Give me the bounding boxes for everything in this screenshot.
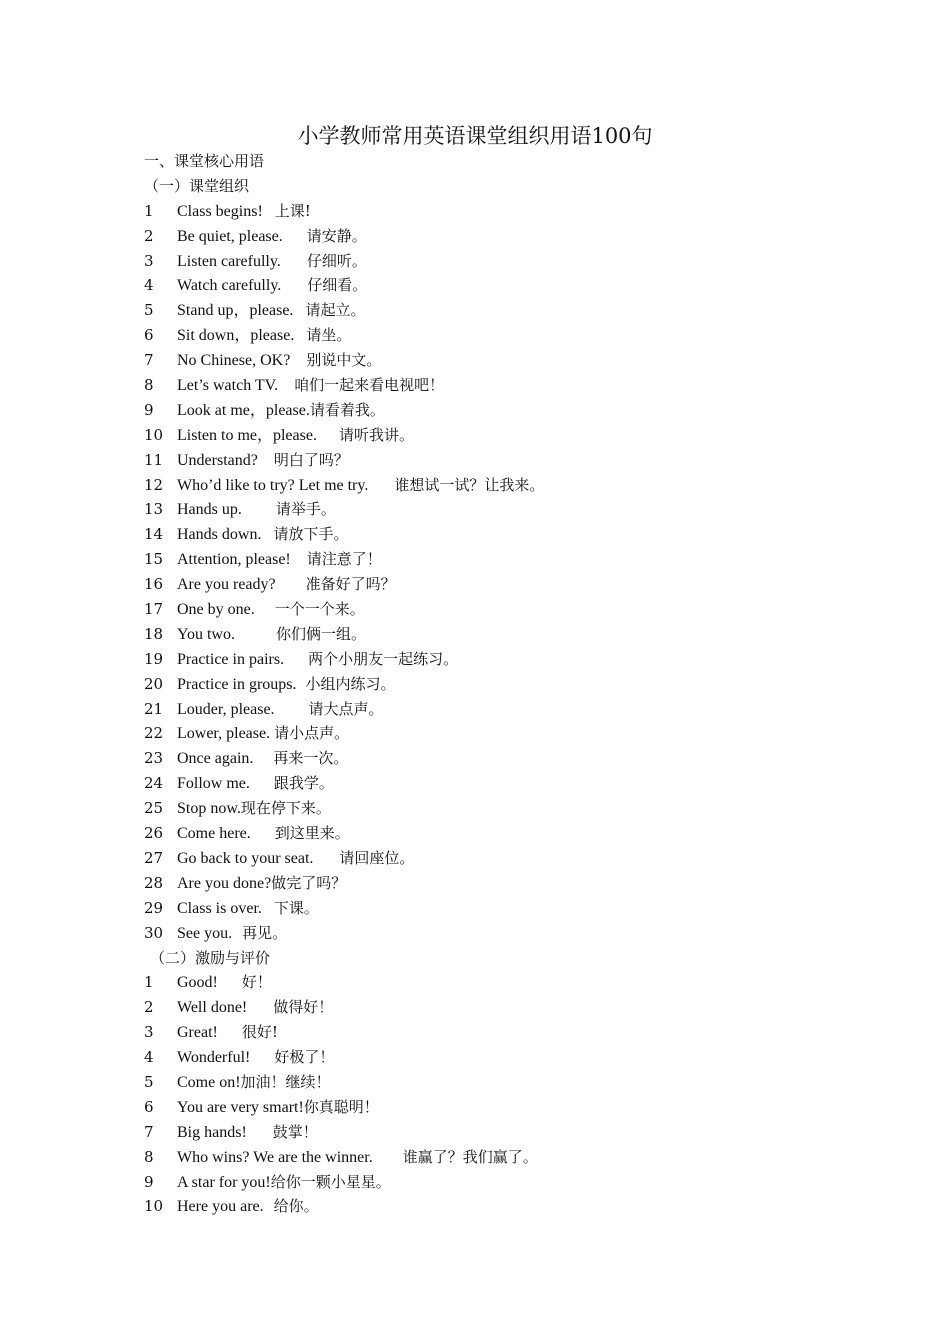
chinese-translation: 给你一颗小星星。: [270, 1172, 391, 1191]
english-phrase: Hands up.: [177, 501, 242, 519]
phrase-row: [144, 199, 864, 224]
subsection-heading-classroom-organization: （一）课堂组织: [144, 176, 250, 195]
chinese-translation: 准备好了吗？: [305, 575, 396, 594]
chinese-translation: 下课。: [273, 898, 319, 917]
phrase-row: [144, 1045, 864, 1070]
english-phrase: Be quiet, please.: [177, 227, 283, 245]
phrase-row: [144, 224, 864, 249]
phrase-row: [144, 821, 864, 846]
phrase-number: 9: [144, 400, 154, 419]
chinese-translation: 好！: [241, 973, 272, 992]
chinese-translation: 到这里来。: [274, 824, 350, 843]
english-phrase: Who’d like to try? Let me try.: [177, 476, 369, 494]
phrase-number: 20: [144, 674, 164, 693]
phrase-number: 22: [144, 724, 164, 743]
document-title: 小学教师常用英语课堂组织用语100句: [297, 124, 653, 148]
phrase-number: 4: [144, 1048, 154, 1067]
phrase-row: [144, 497, 864, 522]
chinese-translation: 你真聪明！: [303, 1097, 379, 1116]
english-phrase: Class begins!: [177, 202, 263, 220]
english-phrase: No Chinese, OK?: [177, 352, 291, 370]
phrase-number: 23: [144, 749, 164, 768]
phrase-number: 10: [144, 1197, 164, 1216]
phrase-number: 1: [144, 201, 154, 220]
phrase-row: [144, 572, 864, 597]
phrase-row: [144, 1020, 864, 1045]
phrase-row: [144, 672, 864, 697]
phrase-row: [144, 846, 864, 871]
phrase-row: [144, 323, 864, 348]
english-phrase: Are you ready?: [177, 576, 276, 594]
english-phrase: Let’s watch TV.: [177, 377, 279, 395]
chinese-translation: 你们俩一组。: [275, 624, 366, 643]
phrase-row: [144, 1194, 864, 1219]
phrase-number: 15: [144, 550, 164, 569]
english-phrase: Listen to me，please.: [177, 426, 317, 444]
phrase-row: [144, 796, 864, 821]
phrase-list-encouragement: [144, 970, 864, 1219]
chinese-translation: 请起立。: [305, 301, 366, 320]
chinese-translation: 谁赢了？我们赢了。: [402, 1147, 538, 1166]
phrase-number: 7: [144, 1122, 154, 1141]
phrase-row: [144, 1095, 864, 1120]
phrase-row: [144, 522, 864, 547]
english-phrase: Big hands!: [177, 1123, 247, 1141]
phrase-row: [144, 896, 864, 921]
phrase-row: [144, 995, 864, 1020]
chinese-translation: 好极了！: [274, 1048, 335, 1067]
chinese-translation: 加油！继续！: [240, 1072, 331, 1091]
phrase-number: 21: [144, 699, 164, 718]
chinese-translation: 仔细看。: [307, 276, 368, 295]
chinese-translation: 请回座位。: [339, 848, 415, 867]
phrase-number: 30: [144, 923, 164, 942]
phrase-number: 9: [144, 1172, 154, 1191]
english-phrase: Understand?: [177, 451, 258, 469]
section-heading: 一、课堂核心用语: [144, 152, 265, 170]
phrase-number: 16: [144, 575, 164, 594]
english-phrase: Attention, please!: [177, 551, 291, 569]
phrase-number: 18: [144, 624, 164, 643]
phrase-row: [144, 871, 864, 896]
subsection-heading-encouragement: （二）激励与评价: [150, 948, 271, 967]
english-phrase: Lower, please.: [177, 725, 271, 743]
english-phrase: You two.: [177, 625, 235, 643]
chinese-translation: 请举手。: [275, 500, 336, 519]
chinese-translation: 咱们一起来看电视吧！: [294, 376, 445, 395]
english-phrase: Louder, please.: [177, 700, 275, 718]
phrase-row: [144, 647, 864, 672]
phrase-row: [144, 697, 864, 722]
phrase-number: 4: [144, 276, 154, 295]
phrase-number: 8: [144, 376, 154, 395]
phrase-number: 2: [144, 998, 154, 1017]
english-phrase: Here you are.: [177, 1198, 264, 1216]
phrase-row: [144, 1070, 864, 1095]
chinese-translation: 给你。: [273, 1197, 319, 1216]
phrase-number: 3: [144, 1023, 154, 1042]
phrase-number: 8: [144, 1147, 154, 1166]
english-phrase: Great!: [177, 1024, 218, 1042]
chinese-translation: 现在停下来。: [240, 799, 331, 818]
phrase-number: 3: [144, 251, 154, 270]
phrase-number: 2: [144, 226, 154, 245]
phrase-row: [144, 746, 864, 771]
phrase-number: 5: [144, 301, 154, 320]
phrase-number: 29: [144, 898, 164, 917]
chinese-translation: 再见。: [242, 923, 288, 942]
english-phrase: You are very smart!: [177, 1098, 304, 1116]
chinese-translation: 仔细听。: [306, 251, 367, 270]
phrase-number: 28: [144, 873, 164, 892]
chinese-translation: 请大点声。: [308, 699, 384, 718]
phrase-row: [144, 547, 864, 572]
english-phrase: Good!: [177, 974, 218, 992]
phrase-number: 24: [144, 774, 164, 793]
phrase-number: 1: [144, 973, 154, 992]
english-phrase: Look at me，please.: [177, 401, 310, 419]
phrase-number: 14: [144, 525, 164, 544]
phrase-row: [144, 423, 864, 448]
chinese-translation: 明白了吗？: [273, 450, 349, 469]
english-phrase: Class is over.: [177, 899, 262, 917]
english-phrase: Watch carefully.: [177, 277, 282, 295]
english-phrase: A star for you!: [177, 1173, 271, 1191]
chinese-translation: 一个一个来。: [274, 600, 365, 619]
english-phrase: Come here.: [177, 825, 251, 843]
phrase-row: [144, 398, 864, 423]
phrase-number: 27: [144, 848, 164, 867]
chinese-translation: 跟我学。: [273, 774, 334, 793]
document-body: [144, 149, 864, 1219]
chinese-translation: 别说中文。: [306, 351, 382, 370]
phrase-number: 19: [144, 649, 164, 668]
phrase-number: 5: [144, 1072, 154, 1091]
phrase-row: [144, 921, 864, 946]
english-phrase: Sit down，please.: [177, 327, 295, 345]
english-phrase: Hands down.: [177, 526, 262, 544]
phrase-number: 11: [144, 450, 164, 469]
phrase-row: [144, 448, 864, 473]
chinese-translation: 做得好！: [273, 998, 334, 1017]
phrase-row: [144, 373, 864, 398]
english-phrase: Come on!: [177, 1073, 241, 1091]
phrase-number: 7: [144, 351, 154, 370]
english-phrase: Listen carefully.: [177, 252, 281, 270]
phrase-row: [144, 273, 864, 298]
phrase-number: 12: [144, 475, 164, 494]
chinese-translation: 谁想试一试？让我来。: [394, 475, 545, 494]
english-phrase: Follow me.: [177, 775, 250, 793]
phrase-list-classroom-organization: [144, 199, 864, 946]
phrase-row: [144, 348, 864, 373]
chinese-translation: 请放下手。: [273, 525, 349, 544]
chinese-translation: 很好!: [241, 1023, 278, 1042]
phrase-number: 26: [144, 824, 164, 843]
english-phrase: See you.: [177, 924, 233, 942]
english-phrase: Wonderful!: [177, 1049, 251, 1067]
phrase-number: 13: [144, 500, 164, 519]
phrase-row: [144, 597, 864, 622]
chinese-translation: 再来一次。: [273, 749, 349, 768]
chinese-translation: 做完了吗？: [271, 873, 347, 892]
english-phrase: Stop now.: [177, 800, 241, 818]
chinese-translation: 请看着我。: [309, 400, 385, 419]
phrase-row: [144, 1170, 864, 1195]
english-phrase: Go back to your seat.: [177, 849, 314, 867]
chinese-translation: 上课!: [274, 201, 311, 220]
phrase-row: [144, 721, 864, 746]
phrase-row: [144, 622, 864, 647]
phrase-row: [144, 298, 864, 323]
phrase-row: [144, 1120, 864, 1145]
phrase-number: 25: [144, 799, 164, 818]
english-phrase: Who wins? We are the winner.: [177, 1148, 373, 1166]
chinese-translation: 请坐。: [306, 326, 352, 345]
phrase-row: [144, 473, 864, 498]
phrase-number: 10: [144, 425, 164, 444]
english-phrase: Stand up，please.: [177, 302, 294, 320]
chinese-translation: 请听我讲。: [338, 425, 414, 444]
phrase-row: [144, 1145, 864, 1170]
phrase-row: [144, 249, 864, 274]
phrase-number: 6: [144, 326, 154, 345]
english-phrase: Well done!: [177, 999, 248, 1017]
chinese-translation: 小组内练习。: [305, 674, 396, 693]
chinese-translation: 鼓掌！: [272, 1122, 318, 1141]
chinese-translation: 两个小朋友一起练习。: [308, 649, 459, 668]
chinese-translation: 请小点声。: [274, 724, 350, 743]
phrase-number: 6: [144, 1097, 154, 1116]
chinese-translation: 请注意了！: [306, 550, 382, 569]
english-phrase: Are you done?: [177, 874, 272, 892]
english-phrase: Practice in pairs.: [177, 650, 285, 668]
phrase-number: 17: [144, 600, 164, 619]
phrase-row: [144, 771, 864, 796]
phrase-row: [144, 970, 864, 995]
english-phrase: One by one.: [177, 601, 255, 619]
chinese-translation: 请安静。: [306, 226, 367, 245]
english-phrase: Once again.: [177, 750, 254, 768]
english-phrase: Practice in groups.: [177, 675, 297, 693]
